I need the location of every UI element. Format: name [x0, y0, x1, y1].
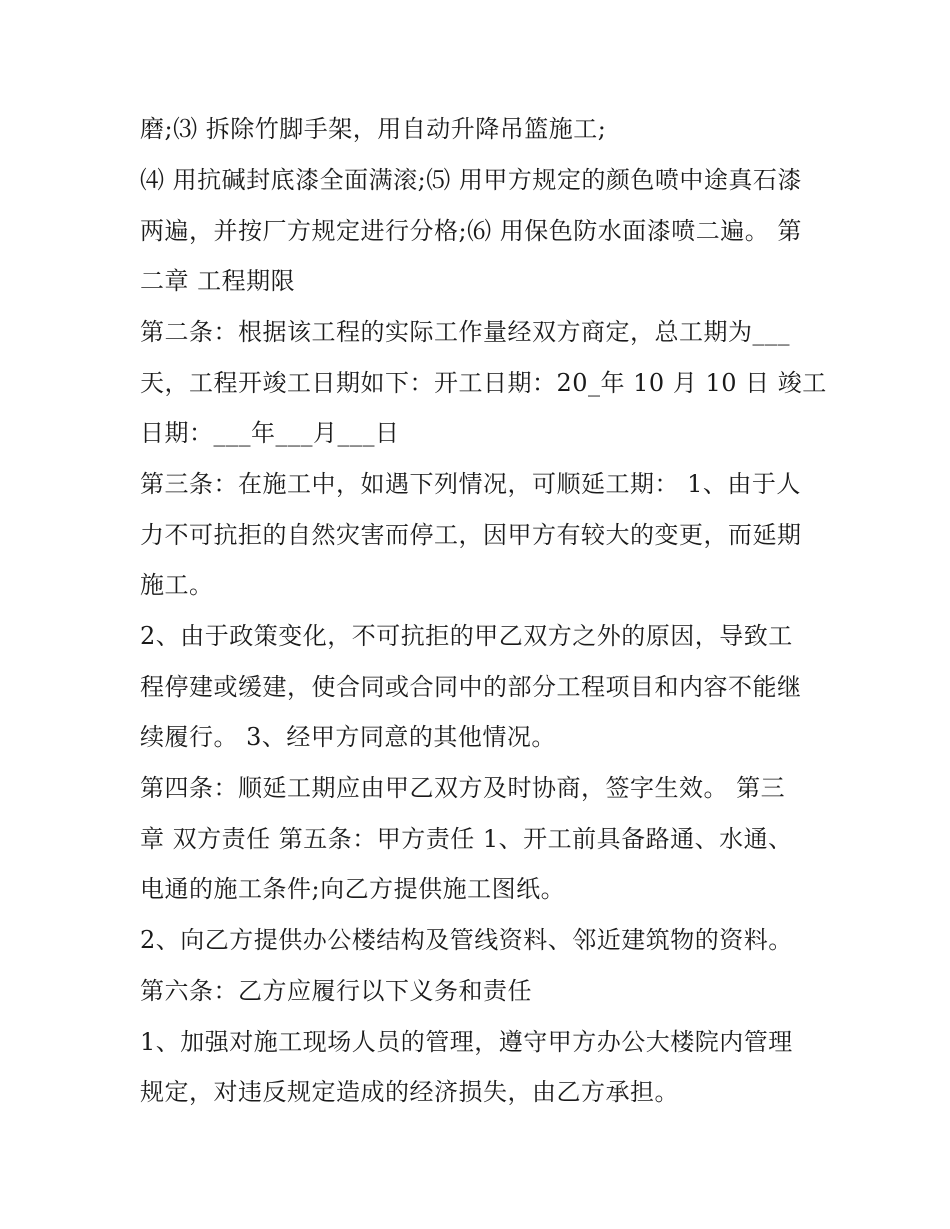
text-line: 1、加强对施工现场人员的管理，遵守甲方办公大楼院内管理: [140, 1028, 793, 1056]
text-line: 电通的施工条件;向乙方提供施工图纸。: [140, 875, 566, 903]
text-line: 天，工程开竣工日期如下：开工日期：20_年 10 月 10 日 竣工: [140, 369, 827, 397]
text-line: 2、向乙方提供办公楼结构及管线资料、邻近建筑物的资料。: [140, 926, 793, 954]
text-line: 程停建或缓建，使合同或合同中的部分工程项目和内容不能继: [140, 673, 802, 701]
text-line: 第三条：在施工中，如遇下列情况，可顺延工期： 1、由于人: [140, 470, 801, 498]
text-line: 施工。: [140, 571, 214, 599]
text-line: 第四条：顺延工期应由甲乙双方及时协商，签字生效。 第三: [140, 774, 786, 802]
text-line: 第六条：乙方应履行以下义务和责任: [140, 977, 532, 1005]
text-line: 力不可抗拒的自然灾害而停工，因甲方有较大的变更，而延期: [140, 521, 802, 549]
text-line: 规定，对违反规定造成的经济损失，由乙方承担。: [140, 1078, 679, 1106]
text-line: 2、由于政策变化，不可抗拒的甲乙双方之外的原因，导致工: [140, 622, 793, 650]
text-line: 磨;⑶ 拆除竹脚手架，用自动升降吊篮施工;: [140, 115, 607, 143]
text-line: 两遍，并按厂方规定进行分格;⑹ 用保色防水面漆喷二遍。 第: [140, 217, 802, 245]
text-line: 续履行。 3、经甲方同意的其他情况。: [140, 723, 556, 751]
text-line: 第二条：根据该工程的实际工作量经双方商定，总工期为___: [140, 318, 790, 346]
text-line: 日期：___年___月___日: [140, 419, 400, 447]
text-line: 章 双方责任 第五条：甲方责任 1、开工前具备路通、水通、: [140, 825, 793, 853]
text-line: ⑷ 用抗碱封底漆全面满滚;⑸ 用甲方规定的颜色喷中途真石漆: [140, 166, 802, 194]
text-line: 二章 工程期限: [140, 267, 296, 295]
